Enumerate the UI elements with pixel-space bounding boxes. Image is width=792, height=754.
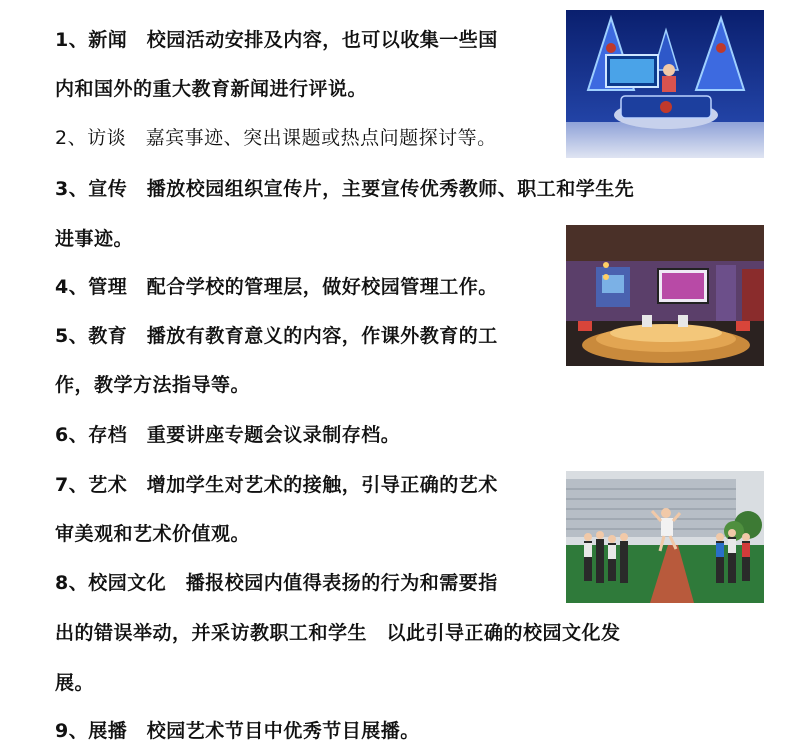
item-1-line-1: 1、新闻 校园活动安排及内容，也可以收集一些国 bbox=[55, 29, 498, 51]
item-3-line-1: 3、宣传 播放校园组织宣传片，主要宣传优秀教师、职工和学生先 bbox=[55, 178, 635, 200]
campus-sports-photo bbox=[566, 471, 764, 603]
item-8-line-1: 8、校园文化 播报校园内值得表扬的行为和需要指 bbox=[55, 572, 498, 594]
item-9-line-1: 9、展播 校园艺术节目中优秀节目展播。 bbox=[55, 720, 420, 742]
item-6-line-1: 6、存档 重要讲座专题会议录制存档。 bbox=[55, 424, 401, 446]
item-4-line-1: 4、管理 配合学校的管理层，做好校园管理工作。 bbox=[55, 276, 498, 298]
item-8-line-3: 展。 bbox=[55, 672, 95, 694]
item-7-line-1: 7、艺术 增加学生对艺术的接触，引导正确的艺术 bbox=[55, 474, 498, 496]
item-8-line-2: 出的错误举动，并采访教职工和学生 以此引导正确的校园文化发 bbox=[55, 622, 621, 644]
item-2-line-1: 2、访谈 嘉宾事迹、突出课题或热点问题探讨等。 bbox=[55, 127, 497, 149]
item-5-line-1: 5、教育 播放有教育意义的内容，作课外教育的工 bbox=[55, 325, 498, 347]
item-5-line-2: 作，教学方法指导等。 bbox=[55, 374, 251, 396]
talk-show-stage-photo bbox=[566, 225, 764, 366]
news-studio-photo bbox=[566, 10, 764, 158]
item-7-line-2: 审美观和艺术价值观。 bbox=[55, 523, 251, 545]
item-1-line-2: 内和国外的重大教育新闻进行评说。 bbox=[55, 78, 368, 100]
item-3-line-2: 进事迹。 bbox=[55, 228, 134, 250]
